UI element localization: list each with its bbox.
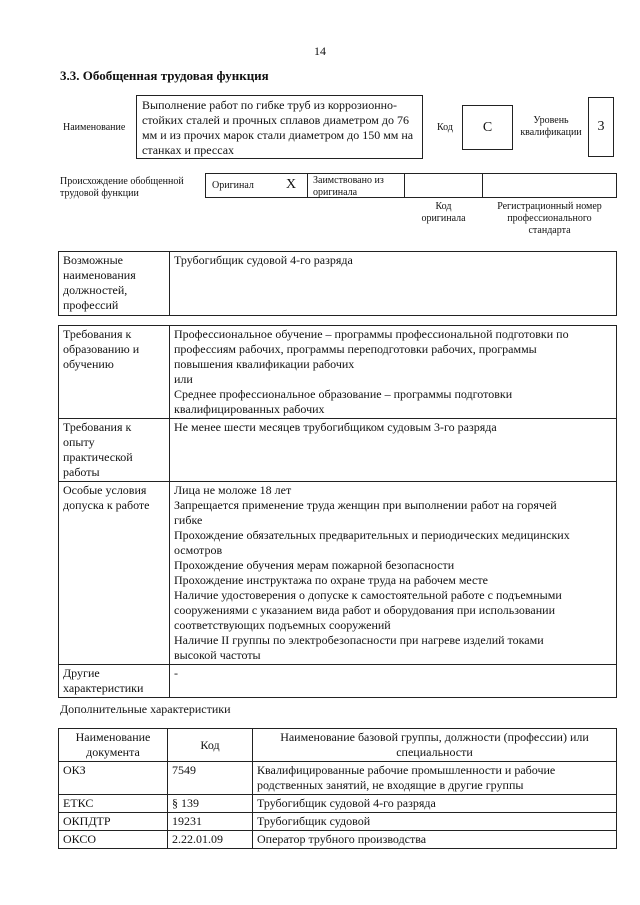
page-number: 14 xyxy=(314,44,326,58)
row-doc: ОКЗ xyxy=(59,762,168,795)
row-doc: ОКСО xyxy=(59,831,168,849)
header-doc: Наименование документа xyxy=(59,729,168,762)
section-title: 3.3. Обобщенная трудовая функция xyxy=(60,68,269,83)
name-label: Наименование xyxy=(63,122,126,133)
other-label: Другие характеристики xyxy=(59,665,170,698)
origin-label xyxy=(60,176,184,200)
positions-value: Трубогибщик судовой 4-го разряда xyxy=(170,252,617,316)
borrowed-label-1: Заимствовано из xyxy=(313,175,384,186)
positions-label-3: должностей, xyxy=(63,283,128,297)
additional-title: Дополнительные характеристики xyxy=(60,702,231,716)
table-row xyxy=(59,831,617,849)
reg-caption-3: стандарта xyxy=(528,225,571,236)
original-mark: X xyxy=(286,177,297,192)
code-caption xyxy=(404,201,483,225)
row-doc: ЕТКС xyxy=(59,795,168,813)
row-code: 7549 xyxy=(168,762,253,795)
table-row xyxy=(59,762,617,795)
education-value: Профессиональное обучение – программы профессиональной подготовки по профессиям рабочих, программы переподготовки рабочих, программы повышения квалификации рабочих или Среднее профессиональное образование – программы подготовки квалифицированных рабочих xyxy=(170,326,617,419)
other-value: - xyxy=(170,665,617,698)
row-name: Квалифицированные рабочие промышленности и рабочие родственных занятий, не входящие в другие группы xyxy=(253,762,617,795)
row-doc: ОКПДТР xyxy=(59,813,168,831)
experience-value: Не менее шести месяцев трубогибщиком судовым 3-го разряда xyxy=(170,419,617,482)
requirements-table xyxy=(58,325,617,698)
code-caption-2: оригинала xyxy=(421,213,466,224)
row-code: 2.22.01.09 xyxy=(168,831,253,849)
positions-label-1: Возможные xyxy=(63,253,123,267)
borrowed-cell xyxy=(307,173,405,198)
row-code: 19231 xyxy=(168,813,253,831)
table-row xyxy=(59,795,617,813)
borrowed-label-2: оригинала xyxy=(313,187,358,198)
code-label: Код xyxy=(437,122,453,133)
origin-label-1: Происхождение обобщенной xyxy=(60,176,184,187)
reg-caption-2: профессионального xyxy=(507,213,592,224)
additional-table xyxy=(58,728,617,849)
name-value: Выполнение работ по гибке труб из коррозионно-стойких сталей и прочных сплавов диаметром до 76 мм и из прочих марок стали диаметром до 150 мм на станках и прессах xyxy=(142,98,414,157)
code-value: C xyxy=(462,105,513,150)
row-name: Трубогибщик судовой 4-го разряда xyxy=(253,795,617,813)
code-caption-1: Код xyxy=(435,201,452,212)
education-label: Требования к образованию и обучению xyxy=(59,326,170,419)
reg-caption-1: Регистрационный номер xyxy=(497,201,602,212)
level-label xyxy=(516,115,586,139)
positions-label-4: профессий xyxy=(63,298,119,312)
name-value-box xyxy=(136,95,423,159)
original-code-cell xyxy=(404,173,483,198)
reg-caption xyxy=(482,201,617,237)
reg-number-cell xyxy=(482,173,617,198)
header-name: Наименование базовой группы, должности (профессии) или специальности xyxy=(253,729,617,762)
row-code: § 139 xyxy=(168,795,253,813)
special-label: Особые условия допуска к работе xyxy=(59,482,170,665)
original-label: Оригинал xyxy=(212,180,254,191)
header-code: Код xyxy=(168,729,253,762)
positions-label-2: наименования xyxy=(63,268,136,282)
experience-label: Требования к опыту практической работы xyxy=(59,419,170,482)
level-value: 3 xyxy=(588,97,614,157)
row-name: Трубогибщик судовой xyxy=(253,813,617,831)
row-name: Оператор трубного производства xyxy=(253,831,617,849)
level-label-2: квалификации xyxy=(520,127,582,138)
positions-table xyxy=(58,251,617,316)
original-cell xyxy=(205,173,308,198)
table-row xyxy=(59,813,617,831)
origin-label-2: трудовой функции xyxy=(60,188,139,199)
positions-label xyxy=(59,252,170,316)
special-value: Лица не моложе 18 лет Запрещается применение труда женщин при выполнении работ на горячей гибке Прохождение обязательных предварительных и периодических медицинских осмотров Прохождение обучения мерам пожарной безопасности Прохождение инструктажа по охране труда на рабочем месте Наличие удостоверения о допуске к самостоятельной работе с подъемными сооружениями с указанием вида работ и оборудования при использовании соответствующих подъемных сооружений Наличие II группы по электробезопасности при нагреве изделий токами высокой частоты xyxy=(170,482,617,665)
level-label-1: Уровень xyxy=(533,115,569,126)
